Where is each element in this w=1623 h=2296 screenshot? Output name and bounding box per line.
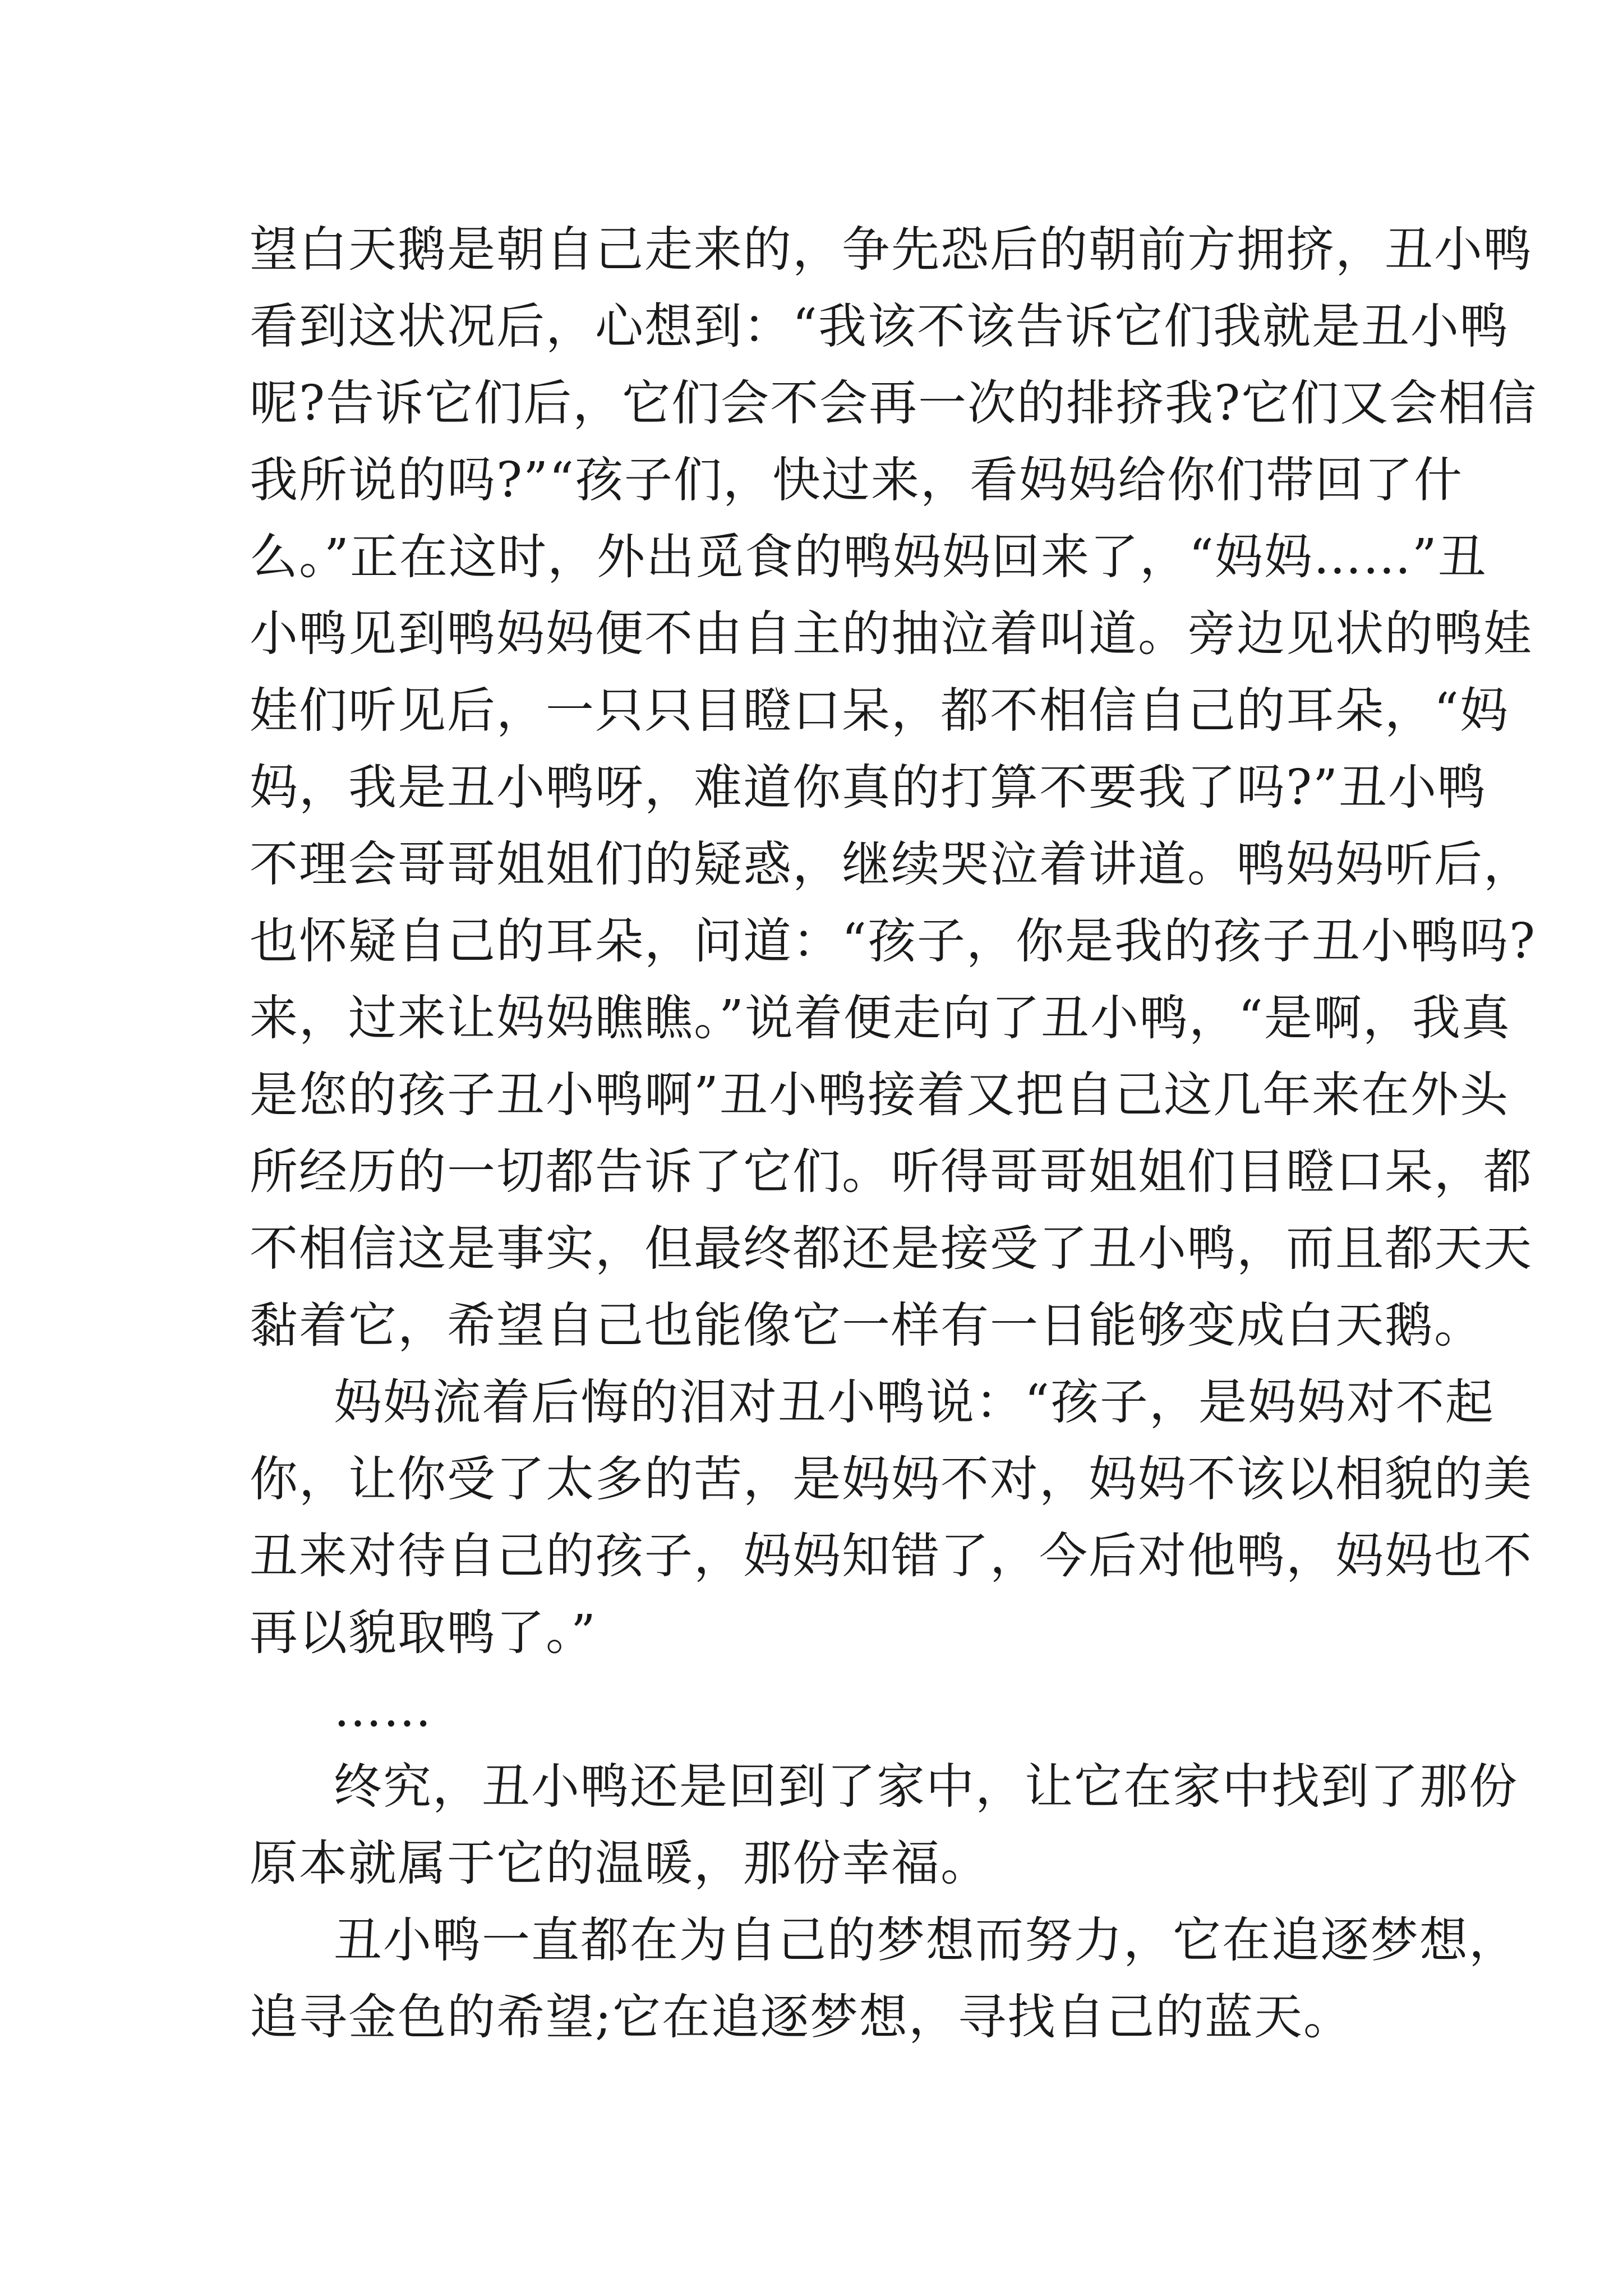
text-line: 呢?告诉它们后，它们会不会再一次的排挤我?它们又会相信 — [250, 375, 1538, 431]
text-line: 丑来对待自己的孩子，妈妈知错了，今后对他鸭，妈妈也不 — [250, 1528, 1533, 1584]
text-line: 追寻金色的希望;它在追逐梦想，寻找自己的蓝天。 — [250, 1989, 1353, 2045]
text-line: 原本就属于它的温暖，那份幸福。 — [250, 1835, 990, 1892]
text-line: 我所说的吗?”“孩子们，快过来，看妈妈给你们带回了什 — [250, 452, 1464, 508]
text-line: 黏着它，希望自己也能像它一样有一日能够变成白天鹅。 — [250, 1297, 1483, 1354]
text-line: 望白天鹅是朝自己走来的，争先恐后的朝前方拥挤，丑小鸭 — [250, 222, 1533, 278]
text-line: 是您的孩子丑小鸭啊”丑小鸭接着又把自己这几年来在外头 — [250, 1067, 1509, 1123]
text-line: 再以貌取鸭了。” — [250, 1605, 597, 1661]
text-line: 来，过来让妈妈瞧瞧。”说着便走向了丑小鸭，“是啊，我真 — [250, 990, 1511, 1046]
paragraph-first-line: 妈妈流着后悔的泪对丑小鸭说：“孩子，是妈妈对不起 — [334, 1374, 1495, 1430]
text-line: 所经历的一切都告诉了它们。听得哥哥姐姐们目瞪口呆，都 — [250, 1144, 1533, 1200]
text-line: 你，让你受了太多的苦，是妈妈不对，妈妈不该以相貌的美 — [250, 1451, 1533, 1507]
ellipsis-line: …… — [334, 1682, 432, 1738]
text-line: 也怀疑自己的耳朵，问道：“孩子，你是我的孩子丑小鸭吗? — [250, 913, 1537, 969]
text-line: 妈，我是丑小鸭呀，难道你真的打算不要我了吗?”丑小鸭 — [250, 760, 1487, 816]
paragraph-first-line: 丑小鸭一直都在为自己的梦想而努力，它在追逐梦想， — [334, 1912, 1518, 1968]
text-line: 不理会哥哥姐姐们的疑惑，继续哭泣着讲道。鸭妈妈听后， — [250, 836, 1533, 892]
body-text — [250, 211, 1538, 2056]
text-line: 不相信这是事实，但最终都还是接受了丑小鸭，而且都天天 — [250, 1221, 1533, 1277]
paragraph-first-line: 终究，丑小鸭还是回到了家中，让它在家中找到了那份 — [334, 1759, 1518, 1815]
text-line: 娃们听见后，一只只目瞪口呆，都不相信自己的耳朵，“妈 — [250, 683, 1509, 739]
text-line: 看到这状况后，心想到：“我该不该告诉它们我就是丑小鸭 — [250, 298, 1509, 355]
text-line: 么。”正在这时，外出觅食的鸭妈妈回来了，“妈妈……”丑 — [250, 529, 1487, 585]
text-line: 小鸭见到鸭妈妈便不由自主的抽泣着叫道。旁边见状的鸭娃 — [250, 606, 1533, 662]
